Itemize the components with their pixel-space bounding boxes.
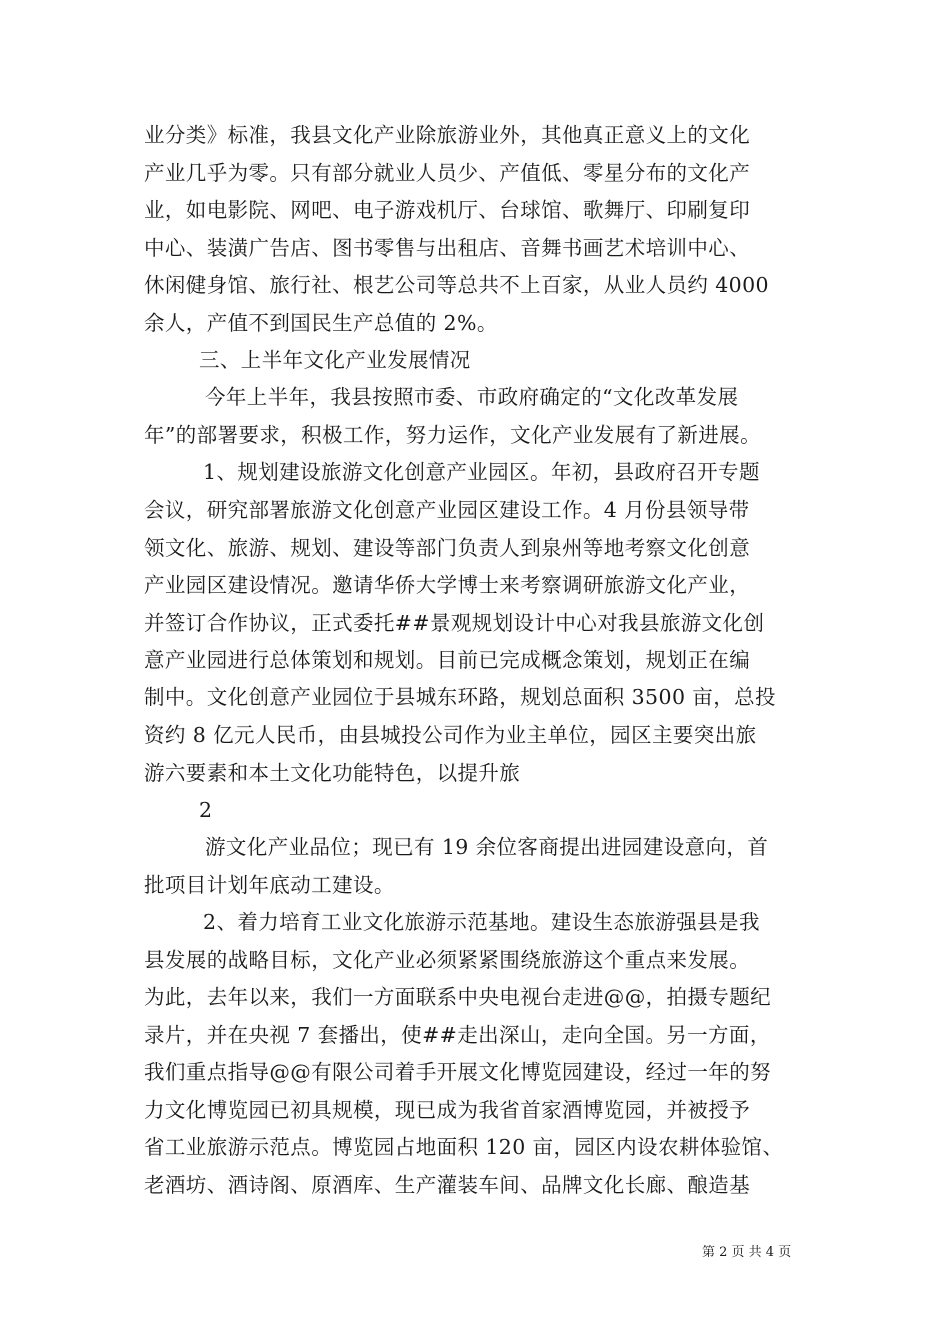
text-line: 老酒坊、酒诗阁、原酒库、生产灌装车间、品牌文化长廊、酿造基	[144, 1173, 751, 1197]
paragraph-first-line: 今年上半年，我县按照市委、市政府确定的“文化改革发展	[205, 385, 739, 409]
text-line: 休闲健身馆、旅行社、根艺公司等总共不上百家，从业人员约 4000	[144, 273, 769, 297]
text-line: 录片，并在央视 7 套播出，使##走出深山，走向全国。另一方面，	[144, 1023, 771, 1047]
text-line: 制中。文化创意产业园位于县城东环路，规划总面积 3500 亩，总投	[144, 685, 776, 709]
page-footer: 第 2 页 共 4 页	[702, 1245, 792, 1260]
text-line: 余人，产值不到国民生产总值的 2%。	[144, 311, 498, 335]
text-line: 省工业旅游示范点。博览园占地面积 120 亩，园区内设农耕体验馆、	[144, 1135, 784, 1159]
text-line: 批项目计划年底动工建设。	[144, 873, 395, 897]
paragraph-first-line: 2、着力培育工业文化旅游示范基地。建设生态旅游强县是我	[203, 910, 760, 934]
text-line: 年”的部署要求，积极工作，努力运作，文化产业发展有了新进展。	[144, 423, 761, 447]
text-line: 游六要素和本土文化功能特色，以提升旅	[144, 761, 521, 785]
text-line: 并签订合作协议，正式委托##景观规划设计中心对我县旅游文化创	[144, 611, 765, 635]
text-line: 产业几乎为零。只有部分就业人员少、产值低、零星分布的文化产	[144, 161, 751, 185]
text-line: 游文化产业品位；现已有 19 余位客商提出进园建设意向，首	[205, 835, 769, 859]
page-number-inline: 2	[199, 798, 213, 822]
text-line: 意产业园进行总体策划和规划。目前已完成概念策划，规划正在编	[144, 648, 751, 672]
text-line: 力文化博览园已初具规模，现已成为我省首家酒博览园，并被授予	[144, 1098, 751, 1122]
text-line: 县发展的战略目标，文化产业必须紧紧围绕旅游这个重点来发展。	[144, 948, 751, 972]
section-heading: 三、上半年文化产业发展情况	[199, 348, 471, 372]
text-line: 资约 8 亿元人民币，由县城投公司作为业主单位，园区主要突出旅	[144, 723, 757, 747]
text-line: 为此，去年以来，我们一方面联系中央电视台走进@@，拍摄专题纪	[144, 985, 771, 1009]
text-line: 会议，研究部署旅游文化创意产业园区建设工作。4 月份县领导带	[144, 498, 750, 522]
text-line: 业分类》标准，我县文化产业除旅游业外，其他真正意义上的文化	[144, 123, 751, 147]
text-line: 业，如电影院、网吧、电子游戏机厅、台球馆、歌舞厅、印刷复印	[144, 198, 751, 222]
text-line: 我们重点指导@@有限公司着手开展文化博览园建设，经过一年的努	[144, 1060, 771, 1084]
text-line: 中心、装潢广告店、图书零售与出租店、音舞书画艺术培训中心、	[144, 236, 751, 260]
paragraph-first-line: 1、规划建设旅游文化创意产业园区。年初，县政府召开专题	[203, 460, 760, 484]
text-line: 产业园区建设情况。邀请华侨大学博士来考察调研旅游文化产业，	[144, 573, 751, 597]
text-line: 领文化、旅游、规划、建设等部门负责人到泉州等地考察文化创意	[144, 536, 751, 560]
